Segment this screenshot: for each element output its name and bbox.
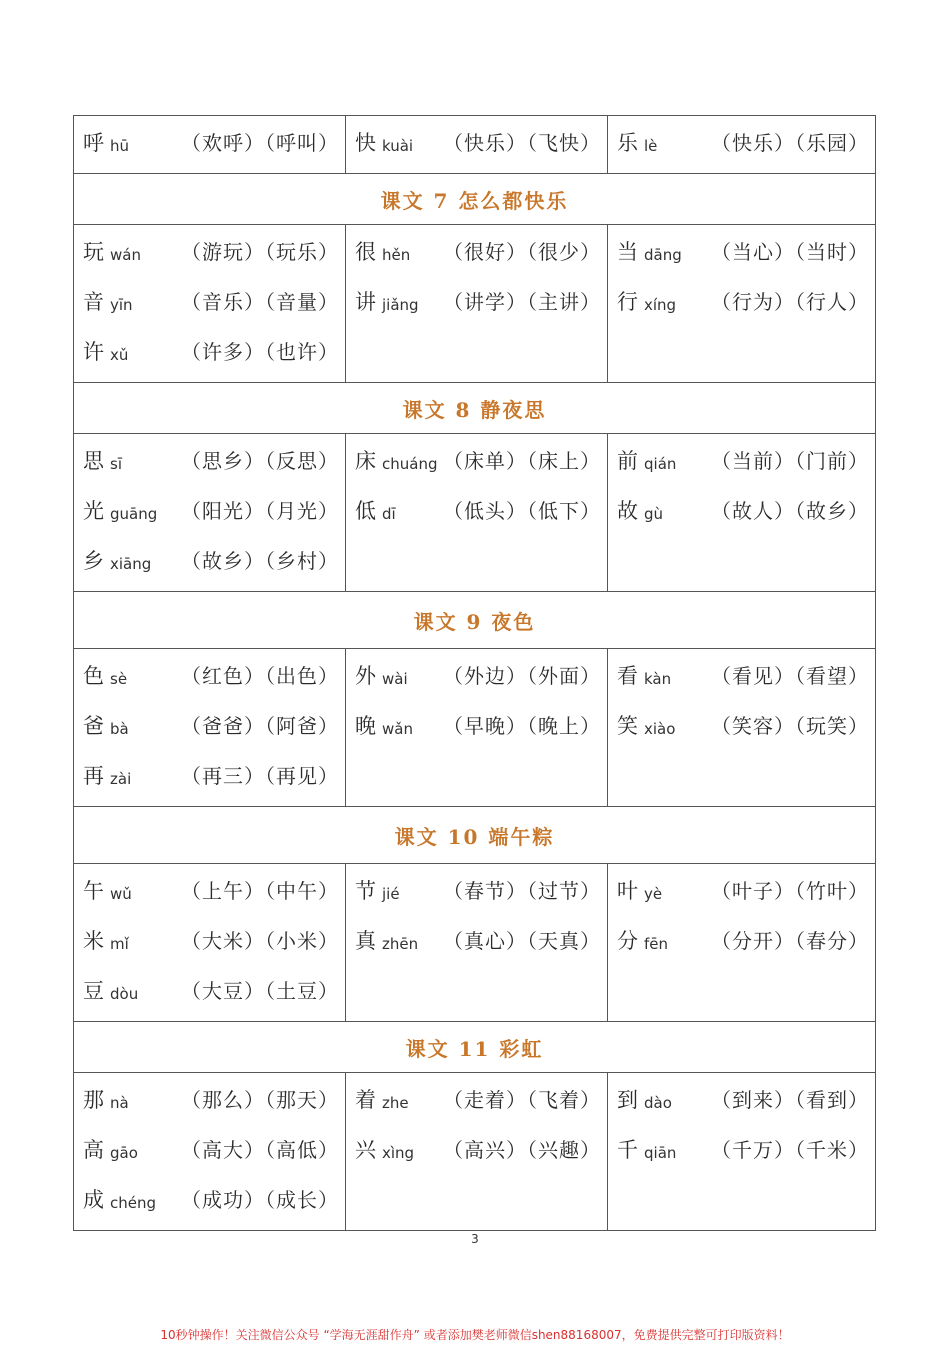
example-words: （成功）（成长） — [181, 1188, 339, 1212]
character: 音 — [83, 290, 104, 314]
vocabulary-entry — [74, 921, 345, 971]
vocabulary-entry — [608, 123, 875, 173]
vocabulary-row — [74, 116, 875, 173]
example-words: （外边）（外面） — [443, 664, 601, 688]
lesson-title: 课文 8 静夜思 — [402, 397, 547, 422]
example-words: （音乐）（音量） — [181, 290, 339, 314]
lesson-heading-row — [74, 382, 875, 433]
character: 晚 — [355, 714, 376, 738]
pinyin: dāng — [644, 246, 682, 264]
lesson-title: 课文 10 端午粽 — [394, 824, 555, 849]
pinyin: hū — [110, 137, 130, 155]
character: 乡 — [83, 549, 104, 573]
character: 很 — [355, 240, 376, 264]
pinyin: yīn — [110, 296, 133, 314]
vocabulary-entry — [608, 1130, 875, 1180]
vocabulary-cell — [607, 225, 875, 382]
lesson-title: 课文 11 彩虹 — [405, 1036, 544, 1061]
lesson-heading-row — [74, 173, 875, 224]
vocabulary-cell — [74, 864, 345, 1021]
vocabulary-row — [74, 433, 875, 591]
pinyin: nà — [110, 1094, 129, 1112]
vocabulary-entry — [346, 123, 607, 173]
vocabulary-entry — [74, 756, 345, 806]
vocabulary-row — [74, 224, 875, 382]
pinyin: chuáng — [382, 455, 438, 473]
pinyin: zài — [110, 770, 132, 788]
pinyin: xiào — [644, 720, 676, 738]
character: 行 — [617, 290, 638, 314]
vocabulary-entry — [74, 1080, 345, 1130]
pinyin: wài — [382, 670, 408, 688]
pinyin: lè — [644, 137, 658, 155]
pinyin: hěn — [382, 246, 411, 264]
vocabulary-entry — [74, 656, 345, 706]
example-words: （快乐）（飞快） — [443, 131, 601, 155]
pinyin: kuài — [382, 137, 414, 155]
vocabulary-entry — [74, 491, 345, 541]
character: 快 — [355, 131, 376, 155]
vocabulary-cell — [74, 116, 345, 173]
example-words: （床单）（床上） — [443, 449, 601, 473]
lesson-heading-row — [74, 1021, 875, 1072]
pinyin: chéng — [110, 1194, 157, 1212]
pinyin: xǔ — [110, 346, 129, 364]
character: 讲 — [355, 290, 376, 314]
vocabulary-cell — [345, 1073, 607, 1230]
vocabulary-entry — [346, 1130, 607, 1180]
vocabulary-entry — [346, 871, 607, 921]
pinyin: gù — [644, 505, 664, 523]
vocabulary-entry — [608, 706, 875, 756]
example-words: （高大）（高低） — [181, 1138, 339, 1162]
pinyin: wán — [110, 246, 141, 264]
vocabulary-entry — [74, 282, 345, 332]
example-words: （讲学）（主讲） — [443, 290, 601, 314]
vocabulary-entry — [346, 656, 607, 706]
lesson-heading-row — [74, 591, 875, 648]
vocabulary-row — [74, 648, 875, 806]
character: 到 — [617, 1088, 638, 1112]
vocabulary-entry — [74, 706, 345, 756]
example-words: （行为）（行人） — [711, 290, 869, 314]
character: 呼 — [83, 131, 104, 155]
vocabulary-entry — [346, 491, 607, 541]
example-words: （快乐）（乐园） — [711, 131, 869, 155]
pinyin: xìng — [382, 1144, 415, 1162]
character: 再 — [83, 764, 104, 788]
pinyin: dào — [644, 1094, 672, 1112]
example-words: （上午）（中午） — [181, 879, 339, 903]
vocabulary-cell — [345, 116, 607, 173]
pinyin: jiǎng — [382, 296, 419, 314]
character: 色 — [83, 664, 104, 688]
character: 玩 — [83, 240, 104, 264]
character: 许 — [83, 340, 104, 364]
vocabulary-cell — [74, 1073, 345, 1230]
vocabulary-cell — [345, 225, 607, 382]
page-number: 3 — [471, 1232, 479, 1246]
character: 真 — [355, 929, 376, 953]
pinyin: qiān — [644, 1144, 677, 1162]
example-words: （大豆）（土豆） — [181, 979, 339, 1003]
pinyin: bà — [110, 720, 129, 738]
vocabulary-cell — [607, 1073, 875, 1230]
vocabulary-cell — [345, 434, 607, 591]
pinyin: xiāng — [110, 555, 152, 573]
character: 午 — [83, 879, 104, 903]
character: 节 — [355, 879, 376, 903]
pinyin: zhe — [382, 1094, 409, 1112]
example-words: （当心）（当时） — [711, 240, 869, 264]
character: 前 — [617, 449, 638, 473]
vocabulary-entry — [74, 332, 345, 382]
example-words: （大米）（小米） — [181, 929, 339, 953]
vocabulary-entry — [346, 441, 607, 491]
character: 思 — [83, 449, 104, 473]
vocabulary-cell — [607, 434, 875, 591]
example-words: （看见）（看望） — [711, 664, 869, 688]
pinyin: kàn — [644, 670, 672, 688]
vocabulary-entry — [74, 232, 345, 282]
pinyin: gāo — [110, 1144, 138, 1162]
example-words: （低头）（低下） — [443, 499, 601, 523]
character: 高 — [83, 1138, 104, 1162]
vocabulary-cell — [74, 225, 345, 382]
pinyin: jié — [382, 885, 400, 903]
pinyin: fēn — [644, 935, 669, 953]
character: 乐 — [617, 131, 638, 155]
vocabulary-entry — [346, 232, 607, 282]
pinyin: sè — [110, 670, 128, 688]
vocabulary-entry — [74, 123, 345, 173]
example-words: （再三）（再见） — [181, 764, 339, 788]
example-words: （很好）（很少） — [443, 240, 601, 264]
character: 光 — [83, 499, 104, 523]
example-words: （游玩）（玩乐） — [181, 240, 339, 264]
example-words: （那么）（那天） — [181, 1088, 339, 1112]
character: 低 — [355, 499, 376, 523]
vocabulary-cell — [74, 649, 345, 806]
pinyin: yè — [644, 885, 663, 903]
vocabulary-entry — [74, 871, 345, 921]
lesson-heading-row — [74, 806, 875, 863]
example-words: （分开）（春分） — [711, 929, 869, 953]
example-words: （到来）（看到） — [711, 1088, 869, 1112]
vocabulary-entry — [346, 921, 607, 971]
example-words: （故人）（故乡） — [711, 499, 869, 523]
vocabulary-entry — [74, 1130, 345, 1180]
character: 豆 — [83, 979, 104, 1003]
vocabulary-entry — [608, 441, 875, 491]
character: 分 — [617, 929, 638, 953]
example-words: （早晚）（晚上） — [443, 714, 601, 738]
pinyin: mǐ — [110, 935, 129, 953]
character: 成 — [83, 1188, 104, 1212]
vocabulary-entry — [608, 871, 875, 921]
example-words: （当前）（门前） — [711, 449, 869, 473]
character: 看 — [617, 664, 638, 688]
vocabulary-table — [73, 115, 876, 1231]
pinyin: qián — [644, 455, 677, 473]
example-words: （走着）（飞着） — [443, 1088, 601, 1112]
character: 叶 — [617, 879, 638, 903]
character: 笑 — [617, 714, 638, 738]
character: 当 — [617, 240, 638, 264]
character: 着 — [355, 1088, 376, 1112]
vocabulary-cell — [74, 434, 345, 591]
vocabulary-row — [74, 1072, 875, 1230]
vocabulary-entry — [608, 491, 875, 541]
vocabulary-entry — [608, 1080, 875, 1130]
vocabulary-cell — [607, 649, 875, 806]
example-words: （真心）（天真） — [443, 929, 601, 953]
lesson-title: 课文 9 夜色 — [413, 609, 536, 634]
pinyin: dī — [382, 505, 396, 523]
example-words: （思乡）（反思） — [181, 449, 339, 473]
vocabulary-entry — [608, 282, 875, 332]
footer-note: 10秒钟操作！关注微信公众号 “学海无涯甜作舟” 或者添加樊老师微信shen88168007，免费提供完整可打印版资料！ — [160, 1328, 790, 1342]
vocabulary-entry — [74, 441, 345, 491]
example-words: （叶子）（竹叶） — [711, 879, 869, 903]
vocabulary-entry — [74, 1180, 345, 1230]
example-words: （千万）（千米） — [711, 1138, 869, 1162]
pinyin: xíng — [644, 296, 677, 314]
character: 兴 — [355, 1138, 376, 1162]
character: 米 — [83, 929, 104, 953]
pinyin: sī — [110, 455, 122, 473]
vocabulary-cell — [607, 864, 875, 1021]
example-words: （故乡）（乡村） — [181, 549, 339, 573]
character: 那 — [83, 1088, 104, 1112]
vocabulary-entry — [346, 706, 607, 756]
pinyin: zhēn — [382, 935, 419, 953]
vocabulary-entry — [74, 541, 345, 591]
vocabulary-entry — [74, 971, 345, 1021]
example-words: （爸爸）（阿爸） — [181, 714, 339, 738]
character: 外 — [355, 664, 376, 688]
vocabulary-cell — [345, 649, 607, 806]
vocabulary-cell — [345, 864, 607, 1021]
example-words: （笑容）（玩笑） — [711, 714, 869, 738]
character: 爸 — [83, 714, 104, 738]
vocabulary-row — [74, 863, 875, 1021]
pinyin: guāng — [110, 505, 158, 523]
pinyin: wǎn — [382, 720, 413, 738]
vocabulary-entry — [608, 232, 875, 282]
pinyin: wǔ — [110, 885, 132, 903]
example-words: （红色）（出色） — [181, 664, 339, 688]
vocabulary-cell — [607, 116, 875, 173]
example-words: （春节）（过节） — [443, 879, 601, 903]
example-words: （阳光）（月光） — [181, 499, 339, 523]
vocabulary-entry — [346, 282, 607, 332]
example-words: （许多）（也许） — [181, 340, 339, 364]
character: 故 — [617, 499, 638, 523]
vocabulary-entry — [608, 921, 875, 971]
lesson-title: 课文 7 怎么都快乐 — [380, 188, 569, 213]
example-words: （高兴）（兴趣） — [443, 1138, 601, 1162]
example-words: （欢呼）（呼叫） — [181, 131, 339, 155]
pinyin: dòu — [110, 985, 139, 1003]
character: 千 — [617, 1138, 638, 1162]
vocabulary-entry — [346, 1080, 607, 1130]
vocabulary-entry — [608, 656, 875, 706]
character: 床 — [355, 449, 376, 473]
